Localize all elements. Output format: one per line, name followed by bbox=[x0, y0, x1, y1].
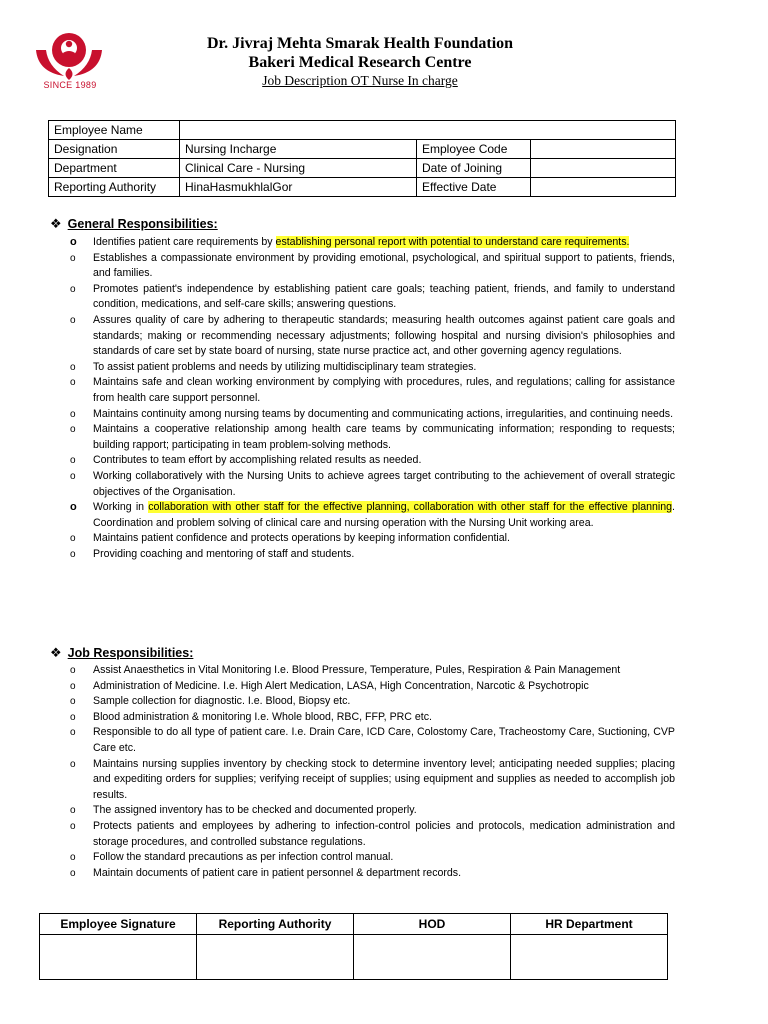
circle-bullet-icon: o bbox=[70, 252, 76, 264]
info-label: Designation bbox=[49, 140, 180, 159]
circle-bullet-icon: o bbox=[70, 283, 76, 295]
signature-box bbox=[354, 935, 511, 980]
list-item: o Promotes patient's independence by establishing patient care goals; teaching patient, friends, and family to understand condition, medications, and self-care skills; answering questions. bbox=[70, 282, 675, 311]
list-item: o Maintains continuity among nursing teams by documenting and communicating actions, irregularities, and continuing needs. bbox=[70, 407, 675, 423]
circle-bullet-icon: o bbox=[70, 727, 76, 739]
signature-box bbox=[40, 935, 197, 980]
info-value bbox=[531, 159, 676, 178]
circle-bullet-icon: o bbox=[70, 867, 76, 879]
signature-header: Employee Signature bbox=[40, 914, 197, 935]
signature-header: HR Department bbox=[511, 914, 668, 935]
list-item: o Providing coaching and mentoring of staff and students. bbox=[70, 547, 675, 563]
list-item: o Follow the standard precautions as per infection control manual. bbox=[70, 850, 675, 866]
info-value: Nursing Incharge bbox=[180, 140, 417, 159]
info-label: Department bbox=[49, 159, 180, 178]
circle-bullet-icon: o bbox=[70, 424, 76, 436]
list-item: o Maintains nursing supplies inventory by checking stock to determine inventory level; anticipating needed supplies; placing and expediting orders for supplies; verifying receipt of supplies; using equipment and supplies as needed to accomplish job results. bbox=[70, 757, 675, 801]
circle-bullet-icon: o bbox=[70, 408, 76, 420]
info-value bbox=[180, 121, 676, 140]
org-name: Dr. Jivraj Mehta Smarak Health Foundation bbox=[206, 35, 514, 52]
circle-bullet-icon: o bbox=[70, 820, 76, 832]
list-item: o Contributes to team effort by accomplishing related results as needed. bbox=[70, 453, 675, 469]
circle-bullet-icon: o bbox=[70, 361, 76, 373]
highlighted-text: establishing personal report with potential to understand care requirements. bbox=[275, 236, 630, 248]
list-item: o Assures quality of care by adhering to therapeutic standards; measuring health outcomes against patient care goals and standards; making or recommending necessary adjustments; following hospital and nursing division's philosophies and standards of care set by state board of nursing, state nurse practice act, and other governing agency regulations. bbox=[70, 313, 675, 358]
logo-since-text: SINCE 1989 bbox=[43, 80, 97, 90]
info-value: Clinical Care - Nursing bbox=[180, 159, 417, 178]
list-item: o To assist patient problems and needs by utilizing multidisciplinary team strategies. bbox=[70, 360, 675, 376]
list-item: o Sample collection for diagnostic. I.e. Blood, Biopsy etc. bbox=[70, 694, 675, 710]
info-label: Reporting Authority bbox=[49, 178, 180, 197]
circle-bullet-icon: o bbox=[70, 236, 77, 248]
employee-info-table bbox=[48, 120, 676, 197]
info-row bbox=[49, 159, 676, 178]
job-responsibilities-heading: ❖ Job Responsibilities: bbox=[50, 645, 194, 660]
signature-table bbox=[39, 913, 668, 980]
circle-bullet-icon: o bbox=[70, 680, 76, 692]
circle-bullet-icon: o bbox=[70, 548, 76, 560]
circle-bullet-icon: o bbox=[70, 455, 76, 467]
list-item: o Maintain documents of patient care in patient personnel & department records. bbox=[70, 866, 675, 882]
list-item: o Maintains patient confidence and protects operations by keeping information confidential. bbox=[70, 531, 675, 547]
circle-bullet-icon: o bbox=[70, 501, 77, 514]
highlighted-text: collaboration with other staff for the effective planning, collaboration with other staff for the effective planning bbox=[148, 501, 673, 514]
signature-box bbox=[511, 935, 668, 980]
info-value: HinaHasmukhlalGor bbox=[180, 178, 417, 197]
diamond-bullet-icon: ❖ bbox=[50, 645, 62, 660]
info-row bbox=[49, 121, 676, 140]
circle-bullet-icon: o bbox=[70, 314, 76, 326]
list-item: o Responsible to do all type of patient care. I.e. Drain Care, ICD Care, Colostomy Care, Tracheostomy Care, Suctioning, CVP Care etc. bbox=[70, 726, 675, 754]
circle-bullet-icon: o bbox=[70, 805, 76, 817]
circle-bullet-icon: o bbox=[70, 470, 76, 482]
list-item: o Assist Anaesthetics in Vital Monitoring I.e. Blood Pressure, Temperature, Pules, Respiration & Pain Management bbox=[70, 663, 675, 679]
diamond-bullet-icon: ❖ bbox=[50, 216, 62, 231]
circle-bullet-icon: o bbox=[70, 696, 76, 708]
job-responsibilities-list bbox=[70, 663, 675, 881]
list-item: o Establishes a compassionate environment by providing emotional, psychological, and spiritual support to patients, friends, and families. bbox=[70, 251, 675, 280]
info-value bbox=[531, 178, 676, 197]
signature-box bbox=[197, 935, 354, 980]
list-item: o Protects patients and employees by adhering to infection-control policies and protocols, medication administration and storage procedures, and controlled substance regulations. bbox=[70, 819, 675, 848]
info-label: Effective Date bbox=[417, 178, 531, 197]
circle-bullet-icon: o bbox=[70, 852, 76, 864]
list-item: o Identifies patient care requirements by establishing personal report with potential to understand care requirements. bbox=[70, 235, 675, 251]
signature-header: HOD bbox=[354, 914, 511, 935]
circle-bullet-icon: o bbox=[70, 711, 76, 723]
list-item: o Blood administration & monitoring I.e. Whole blood, RBC, FFP, PRC etc. bbox=[70, 710, 675, 726]
list-item: o Working in collaboration with other staff for the effective planning, collaboration with other staff for the effective planning. Coordination and problem solving of clinical care and nursing operation with the Nursing Unit working area. bbox=[70, 501, 675, 529]
list-item: o Maintains a cooperative relationship among health care teams by communicating information; responding to requests; building rapport; participating in team problem-solving methods. bbox=[70, 423, 675, 451]
centre-name: Bakeri Medical Research Centre bbox=[248, 54, 472, 71]
info-label: Date of Joining bbox=[417, 159, 531, 178]
circle-bullet-icon: o bbox=[70, 533, 76, 545]
circle-bullet-icon: o bbox=[70, 665, 76, 676]
list-item: o Working collaboratively with the Nursing Units to achieve agrees target contributing to the achievement of overall strategic objectives of the Organisation. bbox=[70, 469, 675, 498]
signature-header: Reporting Authority bbox=[197, 914, 354, 935]
list-item: o Maintains safe and clean working environment by complying with procedures, rules, and regulations; calling for assistance from health care support personnel. bbox=[70, 376, 675, 404]
general-responsibilities-heading: ❖ General Responsibilities: bbox=[50, 216, 218, 231]
document-header bbox=[110, 34, 610, 90]
list-item: o Administration of Medicine. I.e. High Alert Medication, LASA, High Concentration, Narcotic & Psychotropic bbox=[70, 679, 675, 695]
info-label: Employee Code bbox=[417, 140, 531, 159]
general-responsibilities-list bbox=[70, 235, 675, 562]
info-row bbox=[49, 178, 676, 197]
document-title: Job Description OT Nurse In charge bbox=[262, 73, 458, 88]
list-item: o The assigned inventory has to be checked and documented properly. bbox=[70, 803, 675, 819]
info-row bbox=[49, 140, 676, 159]
info-label: Employee Name bbox=[49, 121, 180, 140]
circle-bullet-icon: o bbox=[70, 758, 76, 770]
info-value bbox=[531, 140, 676, 159]
circle-bullet-icon: o bbox=[70, 377, 76, 389]
